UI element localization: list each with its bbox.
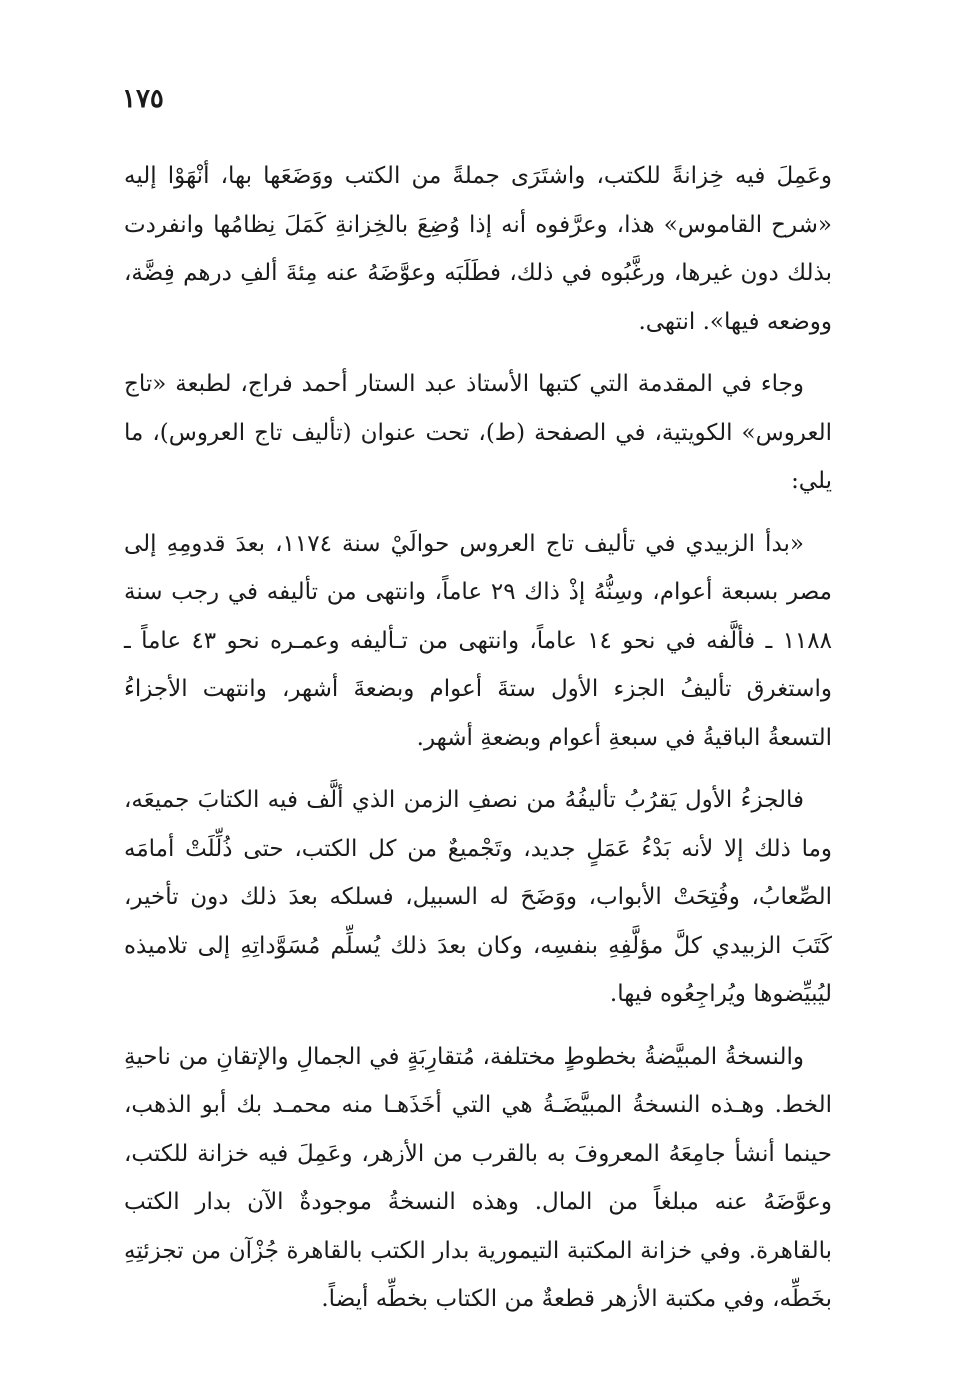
page-number: ١٧٥ — [122, 84, 164, 114]
paragraph-2: وجاء في المقدمة التي كتبها الأستاذ عبد الستار أحمد فراج، لطبعة «تاج العروس» الكويتية، في الصفحة (ط)، تحت عنوان (تأليف تاج العروس)، ما يلي: — [124, 371, 832, 494]
page-body — [124, 152, 832, 1338]
paragraph-4: فالجزءُ الأول يَقرُبُ تأليفُهُ من نصفِ الزمن الذي ألَّف فيه الكتابَ جميعَه، وما ذلك إلا لأنه بَدْءُ عَمَلٍ جديد، وتَجْميعٌ من كل الكتب، حتى ذُلِّلَتْ أمامَه الصِّعابُ، وفُتِحَتْ الأبواب، ووَضَحَ له السبيل، فسلكه بعدَ ذلك دون تأخير، كَتَبَ الزبيدي كلَّ مؤلَّفِهِ بنفسِه، وكان بعدَ ذلك يُسلِّم مُسَوَّداتِهِ إلى تلاميذه ليُبيِّضوها ويُراجِعُوه فيها. — [124, 787, 832, 1007]
paragraph-1: وعَمِلَ فيه خِزانةً للكتب، واشتَرَى جملةً من الكتب ووَضَعَها بها، أنْهَوْا إليه «شرح القاموس» هذا، وعرَّفوه أنه إذا وُضِعَ بالخِزانةِ كَمَلَ نِظامُها وانفردت بذلك دون غيرها، ورغَّبُوه في ذلك، فطَلَبَه وعوَّضَهُ عنه مِئةَ ألفِ درهم فِضَّة، ووضعه فيها». انتهى. — [124, 163, 832, 335]
paragraph-3-quote: «بدأ الزبيدي في تأليف تاج العروس حوالَيْ سنة ١١٧٤، بعدَ قدومِهِ إلى مصر بسبعة أعوام، وسِنُّهُ إذْ ذاك ٢٩ عاماً، وانتهى من تأليفه في رجب سنة ١١٨٨ ـ فألَّفه في نحو ١٤ عاماً، وانتهى من تـأليفه وعمـره نحو ٤٣ عاماً ـ واستغرق تأليفُ الجزء الأول ستةَ أعوام وبضعةَ أشهر، وانتهت الأجزاءُ التسعةُ الباقيةُ في سبعةِ أعوام وبضعةِ أشهر. — [124, 530, 832, 751]
paragraph-5: والنسخةُ المبيَّضةُ بخطوطٍ مختلفة، مُتقارِبَةٍ في الجمالِ والإتقانِ من ناحيةِ الخط. وهـذه النسخةُ المبيَّضَـةُ هي التي أخَذَهـا منه محمـد بك أبو الذهب، حينما أنشأ جامِعَهُ المعروفَ به بالقرب من الأزهر، وعَمِلَ فيه خزانة للكتب، وعوَّضَهُ عنه مبلغاً من المال. وهذه النسخةُ موجودةٌ الآن بدار الكتب بالقاهرة. وفي خزانة المكتبة التيمورية بدار الكتب بالقاهرة جُزْآن من تجزئتِهِ بخَطِّه، وفي مكتبة الأزهر قطعةٌ من الكتاب بخطِّه أيضاً. — [124, 1043, 832, 1312]
